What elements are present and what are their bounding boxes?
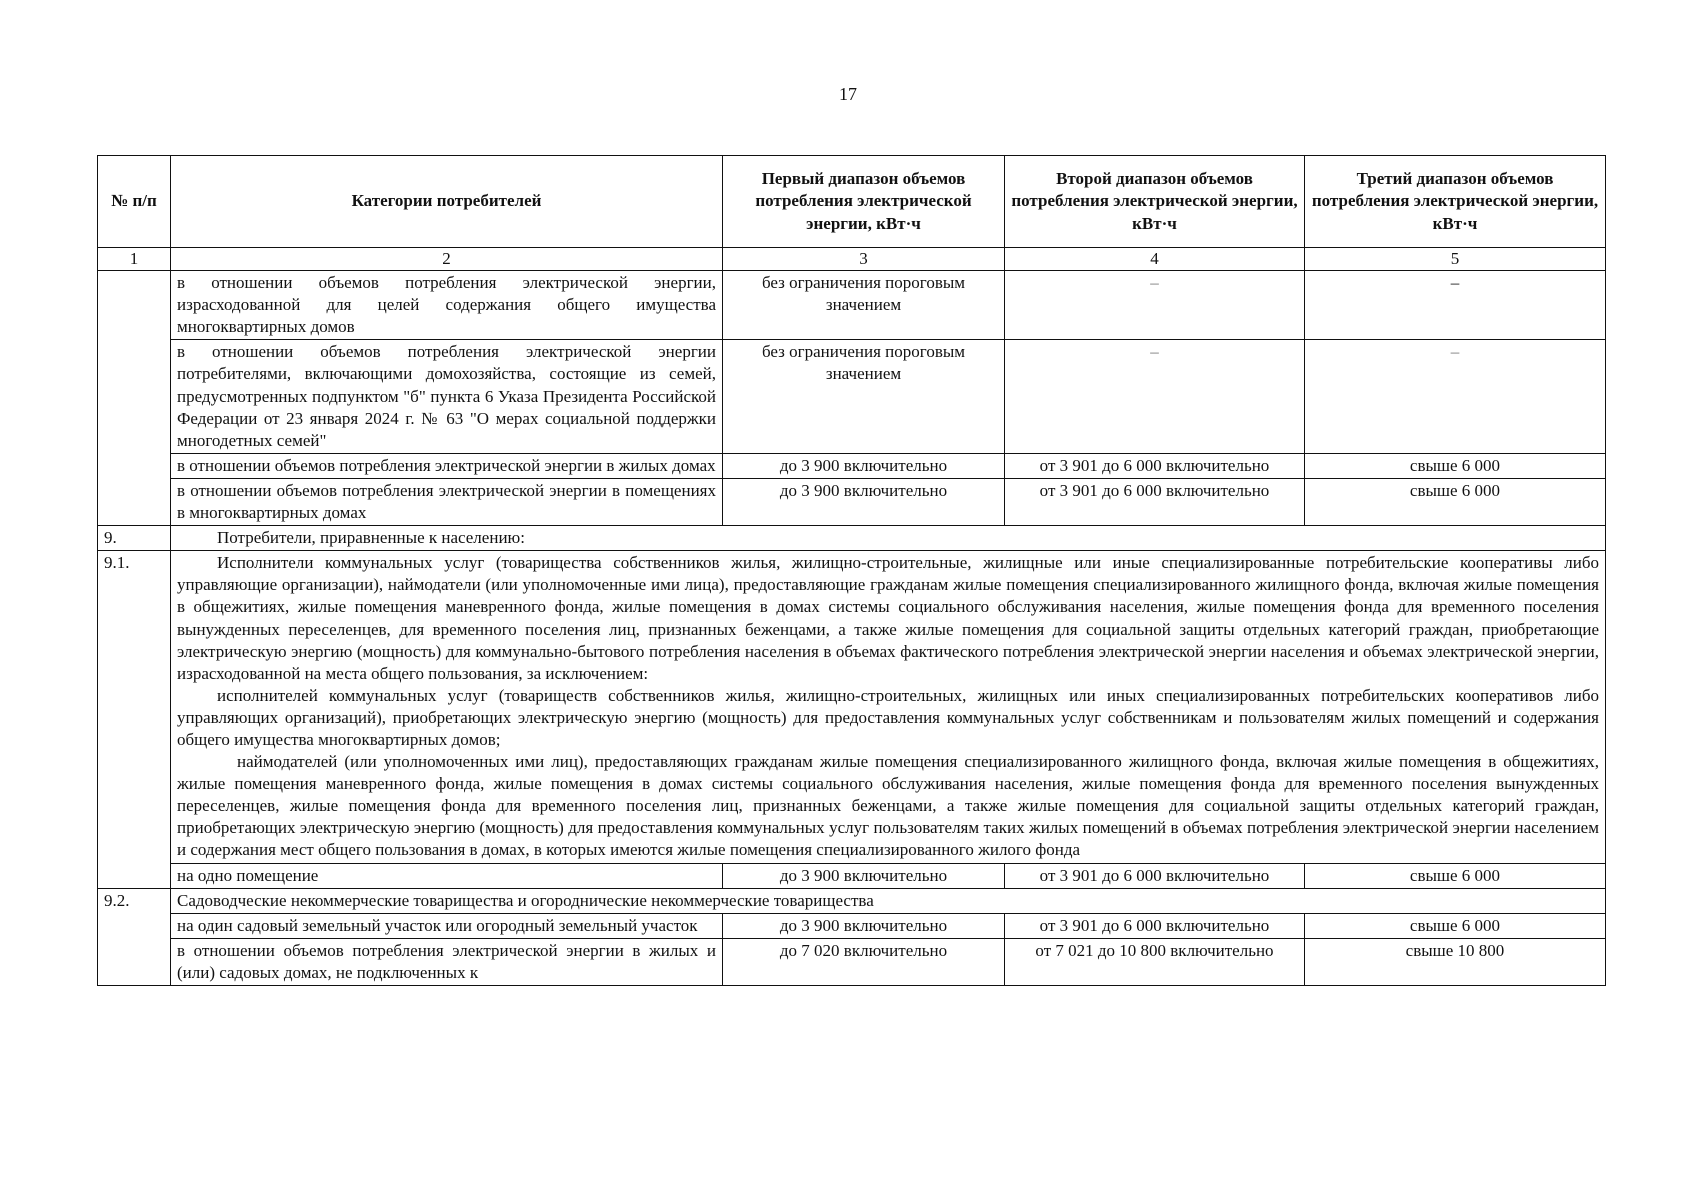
row-range2: от 3 901 до 6 000 включительно (1005, 453, 1305, 478)
row-range3: свыше 6 000 (1305, 478, 1606, 525)
row-range3: свыше 6 000 (1305, 863, 1606, 888)
row-range1: до 7 020 включительно (723, 938, 1005, 985)
table-row (98, 453, 1606, 478)
paragraph: Исполнители коммунальных услуг (товарищества собственников жилья, жилищно-строительные, жилищные или иные специализированные потребительские кооперативы либо управляющие организации), наймодатели (или уполномоченные ими лица), предоставляющие гражданам жилые помещения специализированного жилищного фонда, включая жилые помещения в общежитиях, жилые помещения маневренного фонда, жилые помещения в домах системы социального обслуживания населения, жилые помещения фонда для временного поселения вынужденных переселенцев, для временного поселения лиц, признанных беженцами, а также жилые помещения для социальной защиты отдельных категорий граждан, приобретающие электрическую энергию (мощность) для коммунально-бытового потребления населения в объемах фактического потребления электрической энергии населения и объемах электрической энергии, израсходованной на места общего пользования, за исключением: (177, 553, 1599, 683)
row-range1: до 3 900 включительно (723, 863, 1005, 888)
column-number-row (98, 248, 1606, 271)
section-row (98, 551, 1606, 863)
row-num-empty (98, 271, 171, 526)
row-category: на один садовый земельный участок или огородный земельный участок (171, 913, 723, 938)
section-title: Потребители, приравненные к населению: (171, 526, 1606, 551)
row-range1: до 3 900 включительно (723, 913, 1005, 938)
row-category: в отношении объемов потребления электрической энергии в жилых и (или) садовых домах, не подключенных к (171, 938, 723, 985)
header-range1: Первый диапазон объемов потребления электрической энергии, кВт·ч (723, 156, 1005, 248)
row-range2: от 3 901 до 6 000 включительно (1005, 863, 1305, 888)
row-category: в отношении объемов потребления электрической энергии, израсходованной для целей содержания общего имущества многоквартирных домов (171, 271, 723, 340)
table-row (98, 913, 1606, 938)
section-body (171, 551, 1606, 863)
header-range2: Второй диапазон объемов потребления электрической энергии, кВт·ч (1005, 156, 1305, 248)
table-row (98, 938, 1606, 985)
row-range1: без ограничения пороговым значением (723, 340, 1005, 453)
row-category: в отношении объемов потребления электрической энергии в жилых домах (171, 453, 723, 478)
header-category: Категории потребителей (171, 156, 723, 248)
row-range2: – (1005, 340, 1305, 453)
row-range2: от 7 021 до 10 800 включительно (1005, 938, 1305, 985)
row-category: на одно помещение (171, 863, 723, 888)
col-number: 2 (171, 248, 723, 271)
col-number: 5 (1305, 248, 1606, 271)
page-number: 17 (839, 84, 857, 104)
table-row (98, 340, 1606, 453)
row-range2: от 3 901 до 6 000 включительно (1005, 913, 1305, 938)
row-range3: свыше 10 800 (1305, 938, 1606, 985)
paragraph: исполнителей коммунальных услуг (товариществ собственников жилья, жилищно-строительных, жилищных или иных специализированных потребительских кооперативов либо управляющих организаций), приобретающих электрическую энергию (мощность) для предоставления коммунальных услуг собственникам и пользователям жилых помещений и содержания общего имущества многоквартирных домов; (177, 685, 1599, 749)
row-range1: до 3 900 включительно (723, 478, 1005, 525)
row-category: в отношении объемов потребления электрической энергии потребителями, включающими домохозяйства, состоящие из семей, предусмотренных подпунктом "б" пункта 6 Указа Президента Российской Федерации от 23 января 2024 г. № 63 "О мерах социальной поддержки многодетных семей" (171, 340, 723, 453)
row-range3: – (1305, 340, 1606, 453)
row-range2: от 3 901 до 6 000 включительно (1005, 478, 1305, 525)
header-range3: Третий диапазон объемов потребления электрической энергии, кВт·ч (1305, 156, 1606, 248)
table-row (98, 478, 1606, 525)
section-num: 9.1. (98, 551, 171, 888)
row-range3: свыше 6 000 (1305, 913, 1606, 938)
paragraph: наймодателей (или уполномоченных ими лиц), предоставляющих гражданам жилые помещения специализированного жилищного фонда, включая жилые помещения в общежитиях, жилые помещения маневренного фонда, жилые помещения в домах системы социального обслуживания населения, жилые помещения фонда для временного поселения вынужденных переселенцев, жилые помещения фонда для временного поселения лиц, признанных беженцами, а также жилые помещения для социальной защиты отдельных категорий граждан, приобретающих электрическую энергию (мощность) для предоставления коммунальных услуг пользователям таких жилых помещений в объемах потребления электрической энергии населением и содержания мест общего пользования в домах, в которых имеются жилые помещения специализированного жилого фонда (177, 752, 1599, 860)
row-range3: – (1305, 271, 1606, 340)
section-row (98, 526, 1606, 551)
row-range1: до 3 900 включительно (723, 453, 1005, 478)
row-range2: – (1005, 271, 1305, 340)
row-range1: без ограничения пороговым значением (723, 271, 1005, 340)
col-number: 3 (723, 248, 1005, 271)
section-title: Садоводческие некоммерческие товарищества и огороднические некоммерческие товарищества (171, 888, 1606, 913)
row-category: в отношении объемов потребления электрической энергии в помещениях в многоквартирных домах (171, 478, 723, 525)
col-number: 1 (98, 248, 171, 271)
header-num: № п/п (98, 156, 171, 248)
section-num: 9. (98, 526, 171, 551)
section-num: 9.2. (98, 888, 171, 985)
row-range3: свыше 6 000 (1305, 453, 1606, 478)
header-row (98, 156, 1606, 248)
section-row (98, 888, 1606, 913)
col-number: 4 (1005, 248, 1305, 271)
tariff-table (97, 155, 1606, 986)
table-row (98, 271, 1606, 340)
table-row (98, 863, 1606, 888)
